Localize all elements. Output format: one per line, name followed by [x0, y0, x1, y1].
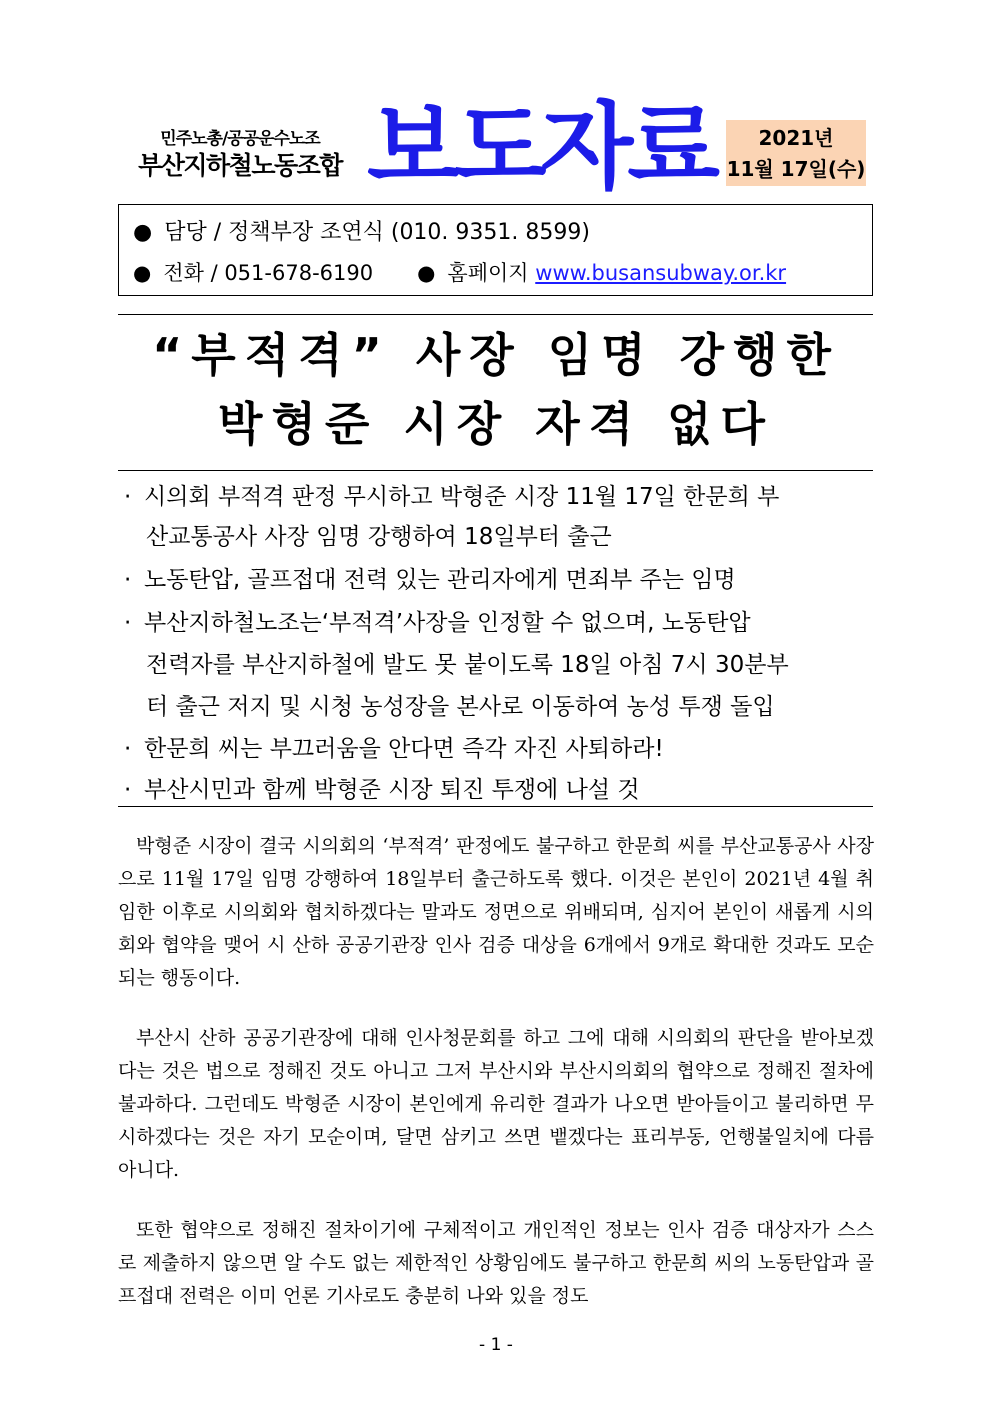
bullet-icon: ● — [133, 220, 153, 245]
summary-item-cont: 전력자를 부산지하철에 발도 못 붙이도록 18일 아침 7시 30분부 — [146, 652, 789, 678]
contact-box — [118, 204, 873, 296]
contact-row-manager — [133, 215, 590, 246]
summary-item: · 부산시민과 함께 박형준 시장 퇴진 투쟁에 나설 것 — [124, 777, 640, 803]
date-box — [726, 120, 866, 186]
summary-item: · 부산지하철노조는‘부적격’사장을 인정할 수 없으며, 노동탄압 — [124, 610, 751, 636]
contact-row-phone — [133, 257, 786, 287]
homepage-label: 홈페이지 — [447, 261, 529, 285]
contact-phone: 전화 / 051-678-6190 — [163, 261, 374, 285]
page-number: - 1 - — [479, 1335, 513, 1355]
date-year: 2021년 — [758, 126, 834, 150]
bullet-icon: ● — [133, 261, 152, 285]
body-paragraph: 또한 협약으로 정해진 절차이기에 구체적이고 개인적인 정보는 인사 검증 대상자가 스스로 제출하지 않으면 알 수도 없는 제한적인 상황임에도 불구하고 한문희 씨의 노동탄압과 골프접대 전력은 이미 언론 기사로도 충분히 나와 있을 정도 — [118, 1219, 874, 1307]
org-main-name: 부산지하철노동조합 — [138, 151, 342, 180]
bullet-icon: ● — [417, 261, 436, 285]
press-release-title: 보도자료 — [367, 92, 714, 202]
divider — [118, 806, 873, 807]
homepage-link[interactable]: www.busansubway.or.kr — [535, 261, 787, 285]
headline-line2: 박형준 시장 자격 없다 — [218, 397, 774, 451]
divider — [118, 470, 873, 471]
summary-item: · 노동탄압, 골프접대 전력 있는 관리자에게 면죄부 주는 임명 — [124, 567, 736, 593]
body-paragraph: 부산시 산하 공공기관장에 대해 인사청문회를 하고 그에 대해 시의회의 판단을 받아보겠다는 것은 법으로 정해진 것도 아니고 그저 부산시와 부산시의회의 협약으로 정해진 절차에 불과하다. 그런데도 박형준 시장이 본인에게 유리한 결과가 나오면 받아들이고 불리하면 무시하겠다는 것은 자기 모순이며, 달면 삼키고 쓰면 뱉겠다는 표리부동, 언행불일치에 다름 아니다. — [118, 1027, 874, 1181]
summary-item-cont: 산교통공사 사장 임명 강행하여 18일부터 출근 — [146, 524, 612, 550]
date-day: 11월 17일(수) — [726, 157, 866, 181]
divider — [118, 314, 873, 315]
body-paragraph: 박형준 시장이 결국 시의회의 ‘부적격’ 판정에도 불구하고 한문희 씨를 부산교통공사 사장으로 11월 17일 임명 강행하여 18일부터 출근하도록 했다. 이것은 본인이 2021년 4월 취임한 이후로 시의회와 협치하겠다는 말과도 정면으로 위배되며, 심지어 본인이 새롭게 시의회와 협약을 맺어 시 산하 공공기관장 인사 검증 대상을 6개에서 9개로 확대한 것과도 모순되는 행동이다. — [118, 835, 874, 989]
contact-manager: 담당 / 정책부장 조연식 (010. 9351. 8599) — [164, 220, 590, 245]
summary-item: · 시의회 부적격 판정 무시하고 박형준 시장 11월 17일 한문희 부 — [124, 484, 780, 510]
org-block — [120, 128, 360, 182]
summary-item-cont: 터 출근 저지 및 시청 농성장을 본사로 이동하여 농성 투쟁 돌입 — [146, 694, 775, 720]
org-sub-name: 민주노총/공공운수노조 — [160, 129, 320, 149]
summary-item: · 한문희 씨는 부끄러움을 안다면 즉각 자진 사퇴하라! — [124, 736, 664, 762]
headline-line1: “부적격” 사장 임명 강행한 — [152, 328, 840, 382]
